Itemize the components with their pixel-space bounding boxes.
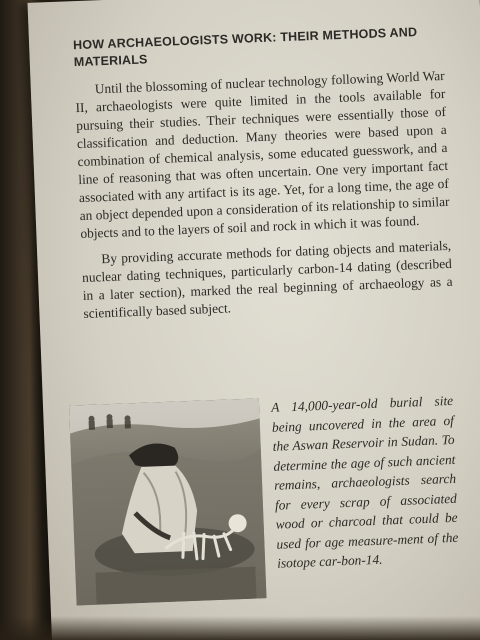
book-page [27, 0, 480, 640]
page-content [73, 23, 454, 331]
excavation-photo [69, 398, 267, 605]
paragraph-2: By providing accurate methods for dating objects and materials, nuclear dating techniques, particularly carbon-14 dating (described in a later section), marked the real beginning of archaeology as a scientifically based subject. [81, 237, 453, 321]
figure [69, 391, 457, 615]
section-heading: HOW ARCHAEOLOGISTS WORK: THEIR METHODS AND MATERIALS [72, 24, 418, 70]
paragraph-1: Until the blossoming of nuclear technology following World War II, archaeologists were quite limited in the tools available for pursuing their studies. Their techniques were essentially those of classification and deduction. Many theories were based upon a combination of chemical analysis, some educated guesswork, and a line of reasoning that was often uncertain. One very important fact associated with any artifact is its age. Yet, for a long time, the age of an object depended upon a consideration of its relationship to similar objects and to the layers of soil and rock in which it was found. [75, 67, 450, 242]
excavation-illustration [69, 398, 267, 605]
figure-caption: A 14,000-year-old burial site being uncovered in the area of the Aswan Reservoir in Sudan. To determine the age of such ancient remains, archaeologists search for every scrap of associated wood or charcoal that could be used for age measure-ment of the isotope car-bon-14. [270, 392, 459, 571]
bottom-shadow [0, 616, 480, 640]
